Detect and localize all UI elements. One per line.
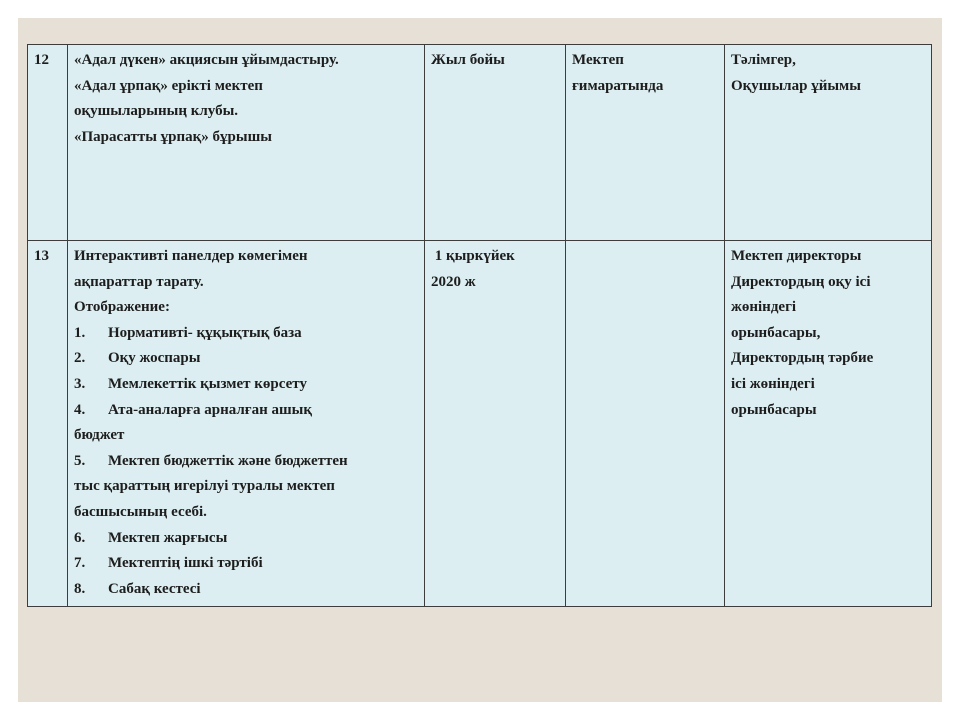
table-row-12	[28, 45, 932, 241]
place-line: ғимаратында	[572, 77, 664, 94]
place-cell	[566, 45, 725, 241]
responsible-cell	[725, 45, 932, 241]
event-line: ақпараттар тарату.	[74, 273, 204, 290]
list-item-number: 2.	[74, 350, 86, 367]
time-cell	[425, 45, 566, 241]
responsible-line: орынбасары,	[731, 324, 821, 341]
responsible-line: ісі жөніндегі	[731, 375, 815, 392]
event-cell	[68, 45, 425, 241]
responsible-line: Оқушылар ұйымы	[731, 77, 861, 94]
list-item-continuation: басшысының есебі.	[74, 503, 207, 520]
responsible-line: орынбасары	[731, 401, 817, 418]
row-number: 13	[28, 241, 68, 607]
time-cell	[425, 241, 566, 607]
list-item	[74, 577, 418, 603]
event-line: «Адал ұрпақ» ерікті мектеп	[74, 77, 263, 94]
responsible-line: Директордың тәрбие	[731, 350, 874, 367]
list-item-text: Мектептің ішкі тәртібі	[108, 555, 263, 572]
list-item-text: Ата-аналарға арналған ашық	[108, 401, 312, 418]
time-line: 1 қыркүйек	[431, 248, 515, 264]
list-item-number: 1.	[74, 324, 86, 341]
place-cell	[566, 241, 725, 607]
event-line: «Парасатты ұрпақ» бұрышы	[74, 128, 272, 145]
list-item-continuation: бюджет	[74, 427, 125, 444]
list-item	[74, 321, 418, 347]
list-item-text: Мемлекеттік қызмет көрсету	[108, 375, 307, 392]
list-item-text: Нормативті- құқықтық база	[108, 324, 302, 341]
numbered-list	[74, 321, 418, 603]
list-item	[74, 346, 418, 372]
list-item	[74, 526, 418, 552]
list-item-number: 6.	[74, 529, 86, 546]
time-line: 2020 ж	[431, 273, 476, 290]
list-item-text: Мектеп бюджеттік және бюджеттен	[108, 452, 348, 469]
responsible-cell	[725, 241, 932, 607]
list-item-text: Сабақ кестесі	[108, 580, 201, 597]
event-cell	[68, 241, 425, 607]
responsible-line: Мектеп директоры	[731, 248, 862, 264]
list-item-number: 3.	[74, 375, 86, 392]
list-item-text: Мектеп жарғысы	[108, 529, 228, 546]
event-line: Интерактивті панелдер көмегімен	[74, 248, 308, 264]
list-item-number: 4.	[74, 401, 86, 418]
event-subheading: Отображение:	[74, 299, 170, 316]
list-item	[74, 449, 418, 475]
time-line: Жыл бойы	[431, 52, 505, 68]
table-row-13	[28, 241, 932, 607]
list-item	[74, 398, 418, 424]
list-item-number: 7.	[74, 555, 86, 572]
row-number: 12	[28, 45, 68, 241]
list-item-number: 5.	[74, 452, 86, 469]
event-line: оқушыларының клубы.	[74, 103, 239, 120]
list-item	[74, 551, 418, 577]
list-item-number: 8.	[74, 580, 86, 597]
event-line: «Адал дүкен» акциясын ұйымдастыру.	[74, 52, 339, 68]
responsible-line: Тәлімгер,	[731, 52, 796, 68]
list-item	[74, 372, 418, 398]
responsible-line: жөніндегі	[731, 299, 797, 316]
place-line: Мектеп	[572, 52, 624, 68]
responsible-line: Директордың оқу ісі	[731, 273, 871, 290]
list-item-text: Оқу жоспары	[108, 350, 201, 367]
list-item-continuation: тыс қараттың игерілуі туралы мектеп	[74, 478, 335, 495]
plan-table	[27, 44, 932, 607]
